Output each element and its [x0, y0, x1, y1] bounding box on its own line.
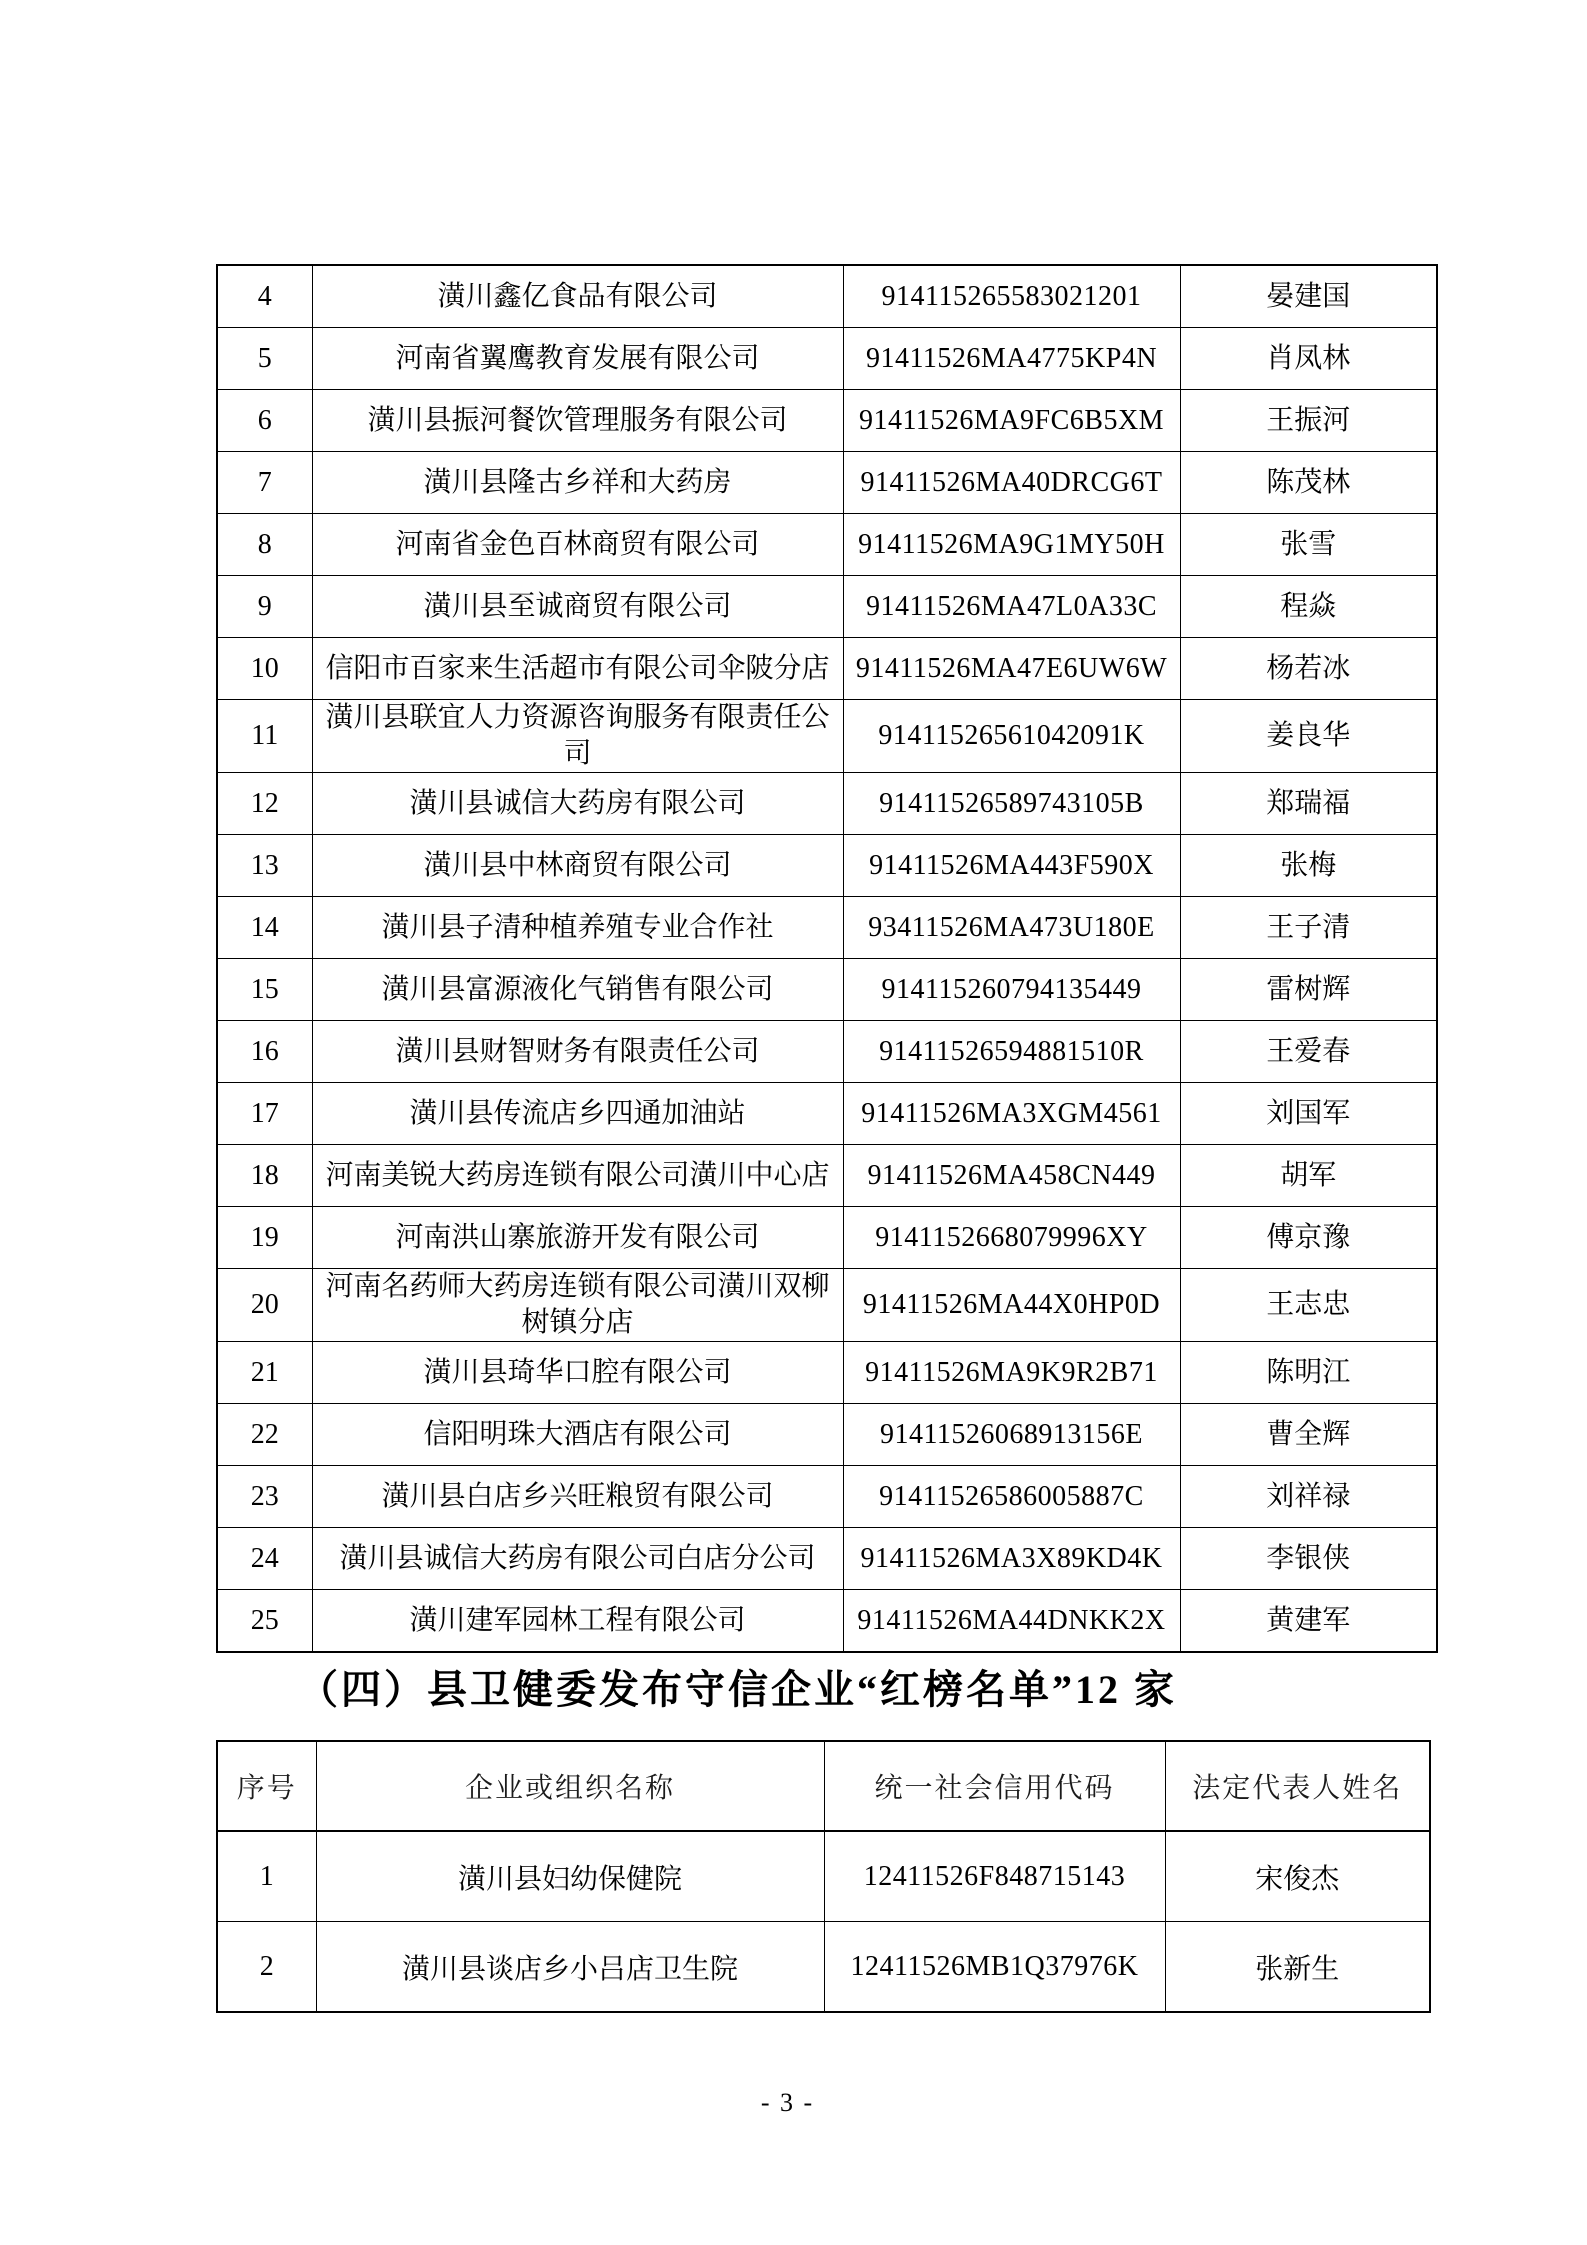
cell-name: 潢川县诚信大药房有限公司白店分公司	[312, 1528, 843, 1590]
table-row	[217, 1404, 1437, 1466]
cell-no: 24	[217, 1528, 312, 1590]
table-row	[217, 638, 1437, 700]
cell-code: 91411526589743105B	[843, 773, 1180, 835]
cell-no: 19	[217, 1207, 312, 1269]
cell-code: 91411526MA4775KP4N	[843, 328, 1180, 390]
cell-code: 91411526MA443F590X	[843, 835, 1180, 897]
table-header-row	[217, 1741, 1430, 1831]
cell-code: 91411526MA44DNKK2X	[843, 1590, 1180, 1653]
cell-name: 信阳明珠大酒店有限公司	[312, 1404, 843, 1466]
table-row	[217, 1083, 1437, 1145]
cell-name: 潢川县中林商贸有限公司	[312, 835, 843, 897]
table-row	[217, 1831, 1430, 1922]
cell-no: 17	[217, 1083, 312, 1145]
cell-rep: 张梅	[1180, 835, 1437, 897]
cell-no: 20	[217, 1269, 312, 1342]
cell-code: 91411526MA458CN449	[843, 1145, 1180, 1207]
cell-name: 潢川县富源液化气销售有限公司	[312, 959, 843, 1021]
cell-rep: 刘祥禄	[1180, 1466, 1437, 1528]
cell-code: 91411526MA3X89KD4K	[843, 1528, 1180, 1590]
cell-name: 河南省翼鹰教育发展有限公司	[312, 328, 843, 390]
cell-code: 91411526MA9FC6B5XM	[843, 390, 1180, 452]
table-row	[217, 1466, 1437, 1528]
table-row	[217, 265, 1437, 328]
cell-name: 潢川县振河餐饮管理服务有限公司	[312, 390, 843, 452]
cell-rep: 王志忠	[1180, 1269, 1437, 1342]
cell-name: 河南名药师大药房连锁有限公司潢川双柳树镇分店	[312, 1269, 843, 1342]
cell-name: 潢川县白店乡兴旺粮贸有限公司	[312, 1466, 843, 1528]
table-row	[217, 959, 1437, 1021]
cell-code: 12411526F848715143	[824, 1831, 1165, 1922]
cell-rep: 张雪	[1180, 514, 1437, 576]
cell-no: 12	[217, 773, 312, 835]
table-row	[217, 773, 1437, 835]
cell-no: 11	[217, 700, 312, 773]
cell-rep: 晏建国	[1180, 265, 1437, 328]
table-row	[217, 1528, 1437, 1590]
cell-name: 潢川县联宜人力资源咨询服务有限责任公司	[312, 700, 843, 773]
table-row	[217, 1342, 1437, 1404]
cell-name: 潢川县至诚商贸有限公司	[312, 576, 843, 638]
cell-no: 1	[217, 1831, 316, 1922]
table-row	[217, 1021, 1437, 1083]
cell-code: 91411526594881510R	[843, 1021, 1180, 1083]
cell-rep: 胡军	[1180, 1145, 1437, 1207]
cell-code: 91411526586005887C	[843, 1466, 1180, 1528]
cell-name: 潢川建军园林工程有限公司	[312, 1590, 843, 1653]
cell-rep: 宋俊杰	[1165, 1831, 1430, 1922]
cell-rep: 黄建军	[1180, 1590, 1437, 1653]
table-row	[217, 452, 1437, 514]
cell-no: 8	[217, 514, 312, 576]
cell-name: 潢川县谈店乡小吕店卫生院	[316, 1922, 824, 2013]
cell-rep: 王子清	[1180, 897, 1437, 959]
cell-no: 6	[217, 390, 312, 452]
cell-code: 91411526MA47E6UW6W	[843, 638, 1180, 700]
cell-name: 潢川县诚信大药房有限公司	[312, 773, 843, 835]
cell-name: 潢川鑫亿食品有限公司	[312, 265, 843, 328]
table-row	[217, 835, 1437, 897]
cell-no: 2	[217, 1922, 316, 2013]
health-commission-red-list-table	[216, 1740, 1431, 2013]
red-list-table-body	[217, 265, 1437, 1652]
cell-name: 潢川县财智财务有限责任公司	[312, 1021, 843, 1083]
cell-code: 91411526MA40DRCG6T	[843, 452, 1180, 514]
red-list-table-continued	[216, 264, 1438, 1653]
cell-rep: 肖凤林	[1180, 328, 1437, 390]
cell-code: 914115260794135449	[843, 959, 1180, 1021]
table-row	[217, 1590, 1437, 1653]
cell-code: 91411526MA47L0A33C	[843, 576, 1180, 638]
cell-name: 信阳市百家来生活超市有限公司伞陂分店	[312, 638, 843, 700]
table-row	[217, 1269, 1437, 1342]
cell-rep: 陈茂林	[1180, 452, 1437, 514]
table-row	[217, 1145, 1437, 1207]
cell-name: 潢川县隆古乡祥和大药房	[312, 452, 843, 514]
cell-no: 15	[217, 959, 312, 1021]
cell-rep: 王爱春	[1180, 1021, 1437, 1083]
header-serial-number: 序号	[217, 1741, 316, 1831]
cell-code: 91411526MA3XGM4561	[843, 1083, 1180, 1145]
table-row	[217, 514, 1437, 576]
cell-no: 25	[217, 1590, 312, 1653]
cell-name: 潢川县子清种植养殖专业合作社	[312, 897, 843, 959]
cell-rep: 陈明江	[1180, 1342, 1437, 1404]
cell-no: 13	[217, 835, 312, 897]
cell-code: 91411526MA9G1MY50H	[843, 514, 1180, 576]
cell-rep: 刘国军	[1180, 1083, 1437, 1145]
cell-name: 潢川县琦华口腔有限公司	[312, 1342, 843, 1404]
cell-no: 4	[217, 265, 312, 328]
cell-code: 9141152668079996XY	[843, 1207, 1180, 1269]
cell-no: 16	[217, 1021, 312, 1083]
header-org-name: 企业或组织名称	[316, 1741, 824, 1831]
cell-name: 河南省金色百林商贸有限公司	[312, 514, 843, 576]
header-legal-rep-name: 法定代表人姓名	[1165, 1741, 1430, 1831]
cell-rep: 程焱	[1180, 576, 1437, 638]
table-row	[217, 576, 1437, 638]
cell-code: 914115265583021201	[843, 265, 1180, 328]
health-table-body	[217, 1831, 1430, 2012]
cell-name: 河南洪山寨旅游开发有限公司	[312, 1207, 843, 1269]
cell-no: 21	[217, 1342, 312, 1404]
cell-code: 12411526MB1Q37976K	[824, 1922, 1165, 2013]
cell-rep: 傅京豫	[1180, 1207, 1437, 1269]
page-number: - 3 -	[760, 2088, 815, 2117]
cell-rep: 李银侠	[1180, 1528, 1437, 1590]
cell-name: 潢川县妇幼保健院	[316, 1831, 824, 1922]
header-credit-code: 统一社会信用代码	[824, 1741, 1165, 1831]
table-row	[217, 390, 1437, 452]
cell-rep: 王振河	[1180, 390, 1437, 452]
table-row	[217, 700, 1437, 773]
table-row	[217, 1922, 1430, 2013]
cell-code: 93411526MA473U180E	[843, 897, 1180, 959]
cell-code: 91411526561042091K	[843, 700, 1180, 773]
table-row	[217, 897, 1437, 959]
cell-rep: 郑瑞福	[1180, 773, 1437, 835]
cell-rep: 雷树辉	[1180, 959, 1437, 1021]
cell-name: 河南美锐大药房连锁有限公司潢川中心店	[312, 1145, 843, 1207]
cell-no: 14	[217, 897, 312, 959]
cell-rep: 曹全辉	[1180, 1404, 1437, 1466]
cell-name: 潢川县传流店乡四通加油站	[312, 1083, 843, 1145]
cell-code: 91411526MA44X0HP0D	[843, 1269, 1180, 1342]
cell-no: 22	[217, 1404, 312, 1466]
cell-no: 10	[217, 638, 312, 700]
table-row	[217, 1207, 1437, 1269]
table-row	[217, 328, 1437, 390]
cell-rep: 姜良华	[1180, 700, 1437, 773]
cell-no: 18	[217, 1145, 312, 1207]
section-heading: （四）县卫健委发布守信企业“红榜名单”12 家	[298, 1667, 1177, 1712]
cell-no: 9	[217, 576, 312, 638]
cell-no: 7	[217, 452, 312, 514]
cell-no: 5	[217, 328, 312, 390]
cell-code: 91411526068913156E	[843, 1404, 1180, 1466]
cell-rep: 杨若冰	[1180, 638, 1437, 700]
cell-no: 23	[217, 1466, 312, 1528]
cell-rep: 张新生	[1165, 1922, 1430, 2013]
cell-code: 91411526MA9K9R2B71	[843, 1342, 1180, 1404]
